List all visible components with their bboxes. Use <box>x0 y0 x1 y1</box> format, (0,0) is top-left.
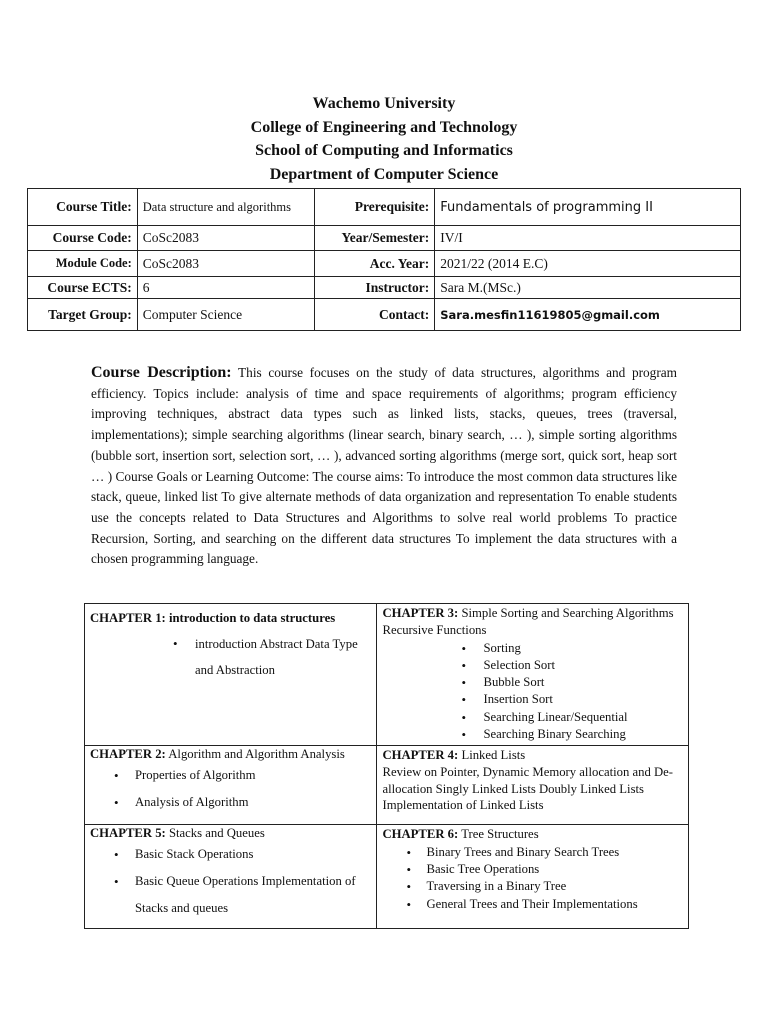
ects-value: 6 <box>137 277 315 299</box>
course-code-label: Course Code: <box>28 226 138 251</box>
chapter-4-label: CHAPTER 4: <box>382 748 459 763</box>
chapters-table <box>84 603 689 929</box>
chapter-5-item: • Basic Queue Operations Implementation of Stacks and queues <box>90 868 371 922</box>
school-name: School of Computing and Informatics <box>255 142 513 159</box>
chapter-2-cell <box>85 746 377 825</box>
target-group-value: Computer Science <box>137 299 315 331</box>
university-name: Wachemo University <box>312 95 456 112</box>
module-code-value: CoSc2083 <box>137 251 315 277</box>
chapter-6-item: • General Trees and Their Implementations <box>382 896 683 913</box>
chapter-1-title: CHAPTER 1: introduction to data structures <box>90 611 336 625</box>
document-header <box>0 92 768 186</box>
chapter-4-cell <box>377 746 689 825</box>
chapter-6-label: CHAPTER 6: <box>382 827 459 842</box>
chapter-3-item: • Searching Linear/Sequential <box>382 709 683 726</box>
prerequisite-value: Fundamentals of programming II <box>435 189 741 226</box>
chapter-2-label: CHAPTER 2: <box>90 747 166 762</box>
course-description <box>91 363 677 570</box>
year-semester-label: Year/Semester: <box>315 226 435 251</box>
college-name: College of Engineering and Technology <box>250 118 518 136</box>
ects-label: Course ECTS: <box>28 277 138 299</box>
chapter-6-title: Tree Structures <box>461 827 539 842</box>
acc-year-label: Acc. Year: <box>315 251 435 277</box>
chapter-5-cell <box>85 825 377 929</box>
course-description-heading: Course Description: <box>91 364 232 381</box>
chapter-2-item: • Analysis of Algorithm <box>90 789 371 816</box>
instructor-label: Instructor: <box>315 277 435 299</box>
course-description-text: This course focuses on the study of data structures, algorithms and program efficiency. Topics include: analysis of time and space requirements of algorithms; program efficiency improving techniques, abstract data types such as linked lists, stacks, queues, trees (traversal, implementations); simple searching algorithms (linear search, binary search, … ), simple sorting algorithms (bubble sort, insertion sort, selection sort, … ), advanced sorting algorithms (merge sort, quick sort, heap sort … ) Course Goals or Learning Outcome: The course aims: To introduce the most common data structures like stack, queue, linked list To give alternate methods of data organization and representation To enable students use the concepts related to Data Structures and Algorithms to solve real world problems To practice Recursion, Sorting, and searching on the different data structures To implement the data structures with a chosen programming language. <box>91 365 678 567</box>
chapter-3-item: • Selection Sort <box>382 657 683 674</box>
course-info-table <box>27 188 741 331</box>
chapter-5-title: Stacks and Queues <box>168 826 265 841</box>
chapter-6-item: • Basic Tree Operations <box>382 861 683 878</box>
department-name: Department of Computer Science <box>269 165 499 183</box>
chapter-3-cell <box>377 604 689 746</box>
chapter-3-item: • Bubble Sort <box>382 674 683 691</box>
chapter-6-cell <box>377 825 689 929</box>
course-title-value: Data structure and algorithms <box>137 189 315 226</box>
chapter-1-cell <box>85 604 377 746</box>
chapter-4-title: Linked Lists <box>461 748 526 763</box>
chapter-3-item: • Searching Binary Searching <box>382 726 683 743</box>
contact-email[interactable]: Sara.mesfin11619805@gmail.com <box>435 299 741 331</box>
prerequisite-label: Prerequisite: <box>315 189 435 226</box>
module-code-label: Module Code: <box>28 251 138 277</box>
course-code-value: CoSc2083 <box>137 226 315 251</box>
chapter-5-item: • Basic Stack Operations <box>90 841 371 868</box>
year-semester-value: IV/I <box>435 226 741 251</box>
chapter-3-label: CHAPTER 3: <box>382 606 459 620</box>
chapter-2-item: • Properties of Algorithm <box>90 762 371 789</box>
contact-label: Contact: <box>315 299 435 331</box>
chapter-5-label: CHAPTER 5: <box>90 826 166 841</box>
chapter-3-item: • Sorting <box>382 640 683 657</box>
course-title-label: Course Title: <box>28 189 138 226</box>
chapter-6-item: • Traversing in a Binary Tree <box>382 878 683 895</box>
chapter-6-item: • Binary Trees and Binary Search Trees <box>382 844 683 861</box>
chapter-1-item: • introduction Abstract Data Type and Abstraction <box>90 631 371 683</box>
chapter-4-body: Review on Pointer, Dynamic Memory allocation and De-allocation Singly Linked Lists Doubly Linked Lists Implementation of Linked Lists <box>382 764 674 813</box>
acc-year-value: 2021/22 (2014 E.C) <box>435 251 741 277</box>
chapter-2-title: Algorithm and Algorithm Analysis <box>168 747 345 762</box>
target-group-label: Target Group: <box>28 299 138 331</box>
chapter-3-item: • Insertion Sort <box>382 691 683 708</box>
chapter-3-title: Simple Sorting and Searching Algorithms Recursive Functions <box>382 606 674 638</box>
instructor-value: Sara M.(MSc.) <box>435 277 741 299</box>
